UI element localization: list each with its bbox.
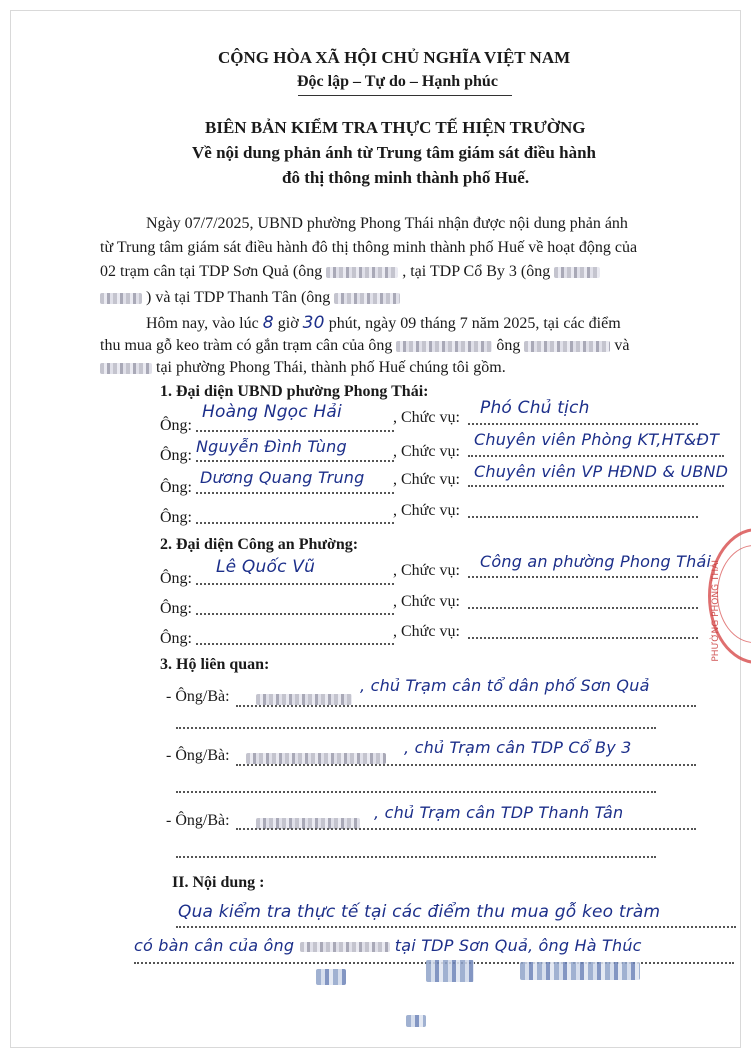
- handwritten-name: Dương Quang Trung: [200, 468, 365, 487]
- motto: Độc lập – Tự do – Hạnh phúc: [297, 73, 498, 90]
- handwritten-name: Lê Quốc Vũ: [216, 557, 316, 577]
- position-label: , Chức vụ:: [393, 593, 460, 610]
- intro-line-6b: ông: [496, 337, 521, 354]
- section-3-title: 3. Hộ liên quan:: [160, 656, 270, 673]
- redacted-block: [520, 962, 640, 980]
- content-line-2b: tại TDP Sơn Quả, ông Hà Thúc: [394, 936, 642, 955]
- handwritten-note: , chủ Trạm cân tổ dân phố Sơn Quả: [360, 676, 650, 695]
- intro-line-4a: ) và tại TDP Thanh Tân (ông: [146, 289, 331, 306]
- document-subtitle-2: đô thị thông minh thành phố Huế.: [282, 168, 530, 187]
- position-label: , Chức vụ:: [393, 443, 460, 460]
- country-heading: CỘNG HÒA XÃ HỘI CHỦ NGHĨA VIỆT NAM: [218, 48, 571, 67]
- document-subtitle-1: Về nội dung phản ánh từ Trung tâm giám sát điều hành: [192, 143, 596, 162]
- person-label: Ông:: [160, 509, 192, 526]
- content-line-2a: có bàn cân của ông: [134, 936, 295, 955]
- handwritten-name: Hoàng Ngọc Hải: [202, 402, 342, 422]
- name-line: [196, 460, 394, 462]
- household-label: - Ông/Bà:: [166, 812, 230, 829]
- position-label: , Chức vụ:: [393, 409, 460, 426]
- handwritten-content-line-2: [134, 936, 642, 955]
- intro-line-1: Ngày 07/7/2025, UBND phường Phong Thái nhận được nội dung phản ánh: [146, 215, 628, 232]
- household-line: [176, 727, 656, 729]
- redacted-name: [524, 341, 610, 352]
- person-label: Ông:: [160, 447, 192, 464]
- redacted-name: [300, 942, 390, 952]
- redacted-block: [426, 960, 474, 982]
- time-prefix: Hôm nay, vào lúc: [146, 315, 259, 332]
- intro-line-2: từ Trung tâm giám sát điều hành đô thị thông minh thành phố Huế về hoạt động của: [100, 239, 638, 256]
- name-line: [196, 430, 394, 432]
- name-line: [196, 613, 394, 615]
- redacted-name: [100, 293, 142, 304]
- intro-line-6a: thu mua gỗ keo tràm có gắn trạm cân của ông: [100, 337, 393, 354]
- position-line: [468, 576, 698, 578]
- person-label: Ông:: [160, 570, 192, 587]
- household-line: [236, 764, 696, 766]
- person-label: Ông:: [160, 600, 192, 617]
- redacted-name: [100, 363, 152, 374]
- household-label: - Ông/Bà:: [166, 688, 230, 705]
- section-1-title: 1. Đại diện UBND phường Phong Thái:: [160, 383, 429, 400]
- intro-line-7: [100, 359, 506, 377]
- handwritten-hour: 8: [262, 313, 274, 333]
- content-title: II. Nội dung :: [172, 874, 265, 891]
- handwritten-note: , chủ Trạm cân TDP Thanh Tân: [374, 803, 624, 822]
- redacted-handwriting: [406, 1015, 426, 1027]
- section-2-title: 2. Đại diện Công an Phường:: [160, 536, 359, 553]
- position-label: , Chức vụ:: [393, 502, 460, 519]
- person-label: Ông:: [160, 417, 192, 434]
- redacted-name: [246, 753, 386, 764]
- document-title: BIÊN BẢN KIỂM TRA THỰC TẾ HIỆN TRƯỜNG: [205, 118, 586, 137]
- position-line: [468, 637, 698, 639]
- intro-line-3: [100, 263, 600, 281]
- position-line: [468, 423, 698, 425]
- handwritten-minute: 30: [302, 313, 325, 333]
- intro-line-3b: , tại TDP Cổ By 3 (ông: [402, 263, 551, 280]
- handwritten-note: , chủ Trạm cân TDP Cổ By 3: [404, 738, 632, 757]
- position-label: , Chức vụ:: [393, 562, 460, 579]
- redacted-name: [326, 267, 398, 278]
- redacted-block: [406, 1012, 426, 1030]
- position-line: [468, 607, 698, 609]
- name-line: [196, 583, 394, 585]
- household-line: [236, 705, 696, 707]
- person-label: Ông:: [160, 479, 192, 496]
- name-line: [196, 643, 394, 645]
- content-line: [176, 926, 736, 928]
- redacted-handwriting: [426, 960, 474, 982]
- household-line: [236, 828, 696, 830]
- position-line: [468, 455, 724, 457]
- household-label: - Ông/Bà:: [166, 747, 230, 764]
- position-line: [468, 485, 724, 487]
- handwritten-name: Nguyễn Đình Tùng: [196, 437, 347, 456]
- redacted-handwriting: [316, 969, 346, 985]
- redacted-name: [256, 694, 352, 705]
- redacted-block: [316, 968, 346, 986]
- intro-line-7-text: tại phường Phong Thái, thành phố Huế chúng tôi gồm.: [156, 359, 506, 376]
- position-label: , Chức vụ:: [393, 471, 460, 488]
- redacted-name: [396, 341, 492, 352]
- intro-line-4: [100, 289, 400, 307]
- time-suffix: phút, ngày 09 tháng 7 năm 2025, tại các điểm: [328, 315, 621, 332]
- intro-line-6: [100, 337, 629, 355]
- redacted-name: [554, 267, 600, 278]
- handwritten-position: Phó Chủ tịch: [480, 398, 590, 418]
- intro-line-6c: và: [614, 337, 630, 354]
- time-hour-label: giờ: [277, 315, 299, 332]
- name-line: [196, 522, 394, 524]
- handwritten-position: Chuyên viên VP HĐND & UBND: [474, 462, 729, 481]
- motto-underline: [298, 95, 512, 96]
- redacted-handwriting: [520, 962, 640, 980]
- household-line: [176, 791, 656, 793]
- redacted-name: [334, 293, 400, 304]
- handwritten-position: Công an phường Phong Thái: [480, 552, 712, 571]
- handwritten-content-line-1: Qua kiểm tra thực tế tại các điểm thu mua gỗ keo tràm: [178, 902, 661, 922]
- name-line: [196, 492, 394, 494]
- intro-line-5: [146, 313, 621, 333]
- stamp-text: PHƯỜNG PHONG THÁI: [711, 560, 721, 662]
- page-border: [10, 10, 741, 1048]
- person-label: Ông:: [160, 630, 192, 647]
- position-label: , Chức vụ:: [393, 623, 460, 640]
- position-line: [468, 516, 698, 518]
- handwritten-position: Chuyên viên Phòng KT,HT&ĐT: [474, 430, 720, 449]
- household-line: [176, 856, 656, 858]
- intro-line-3a: 02 trạm cân tại TDP Sơn Quả (ông: [100, 263, 323, 280]
